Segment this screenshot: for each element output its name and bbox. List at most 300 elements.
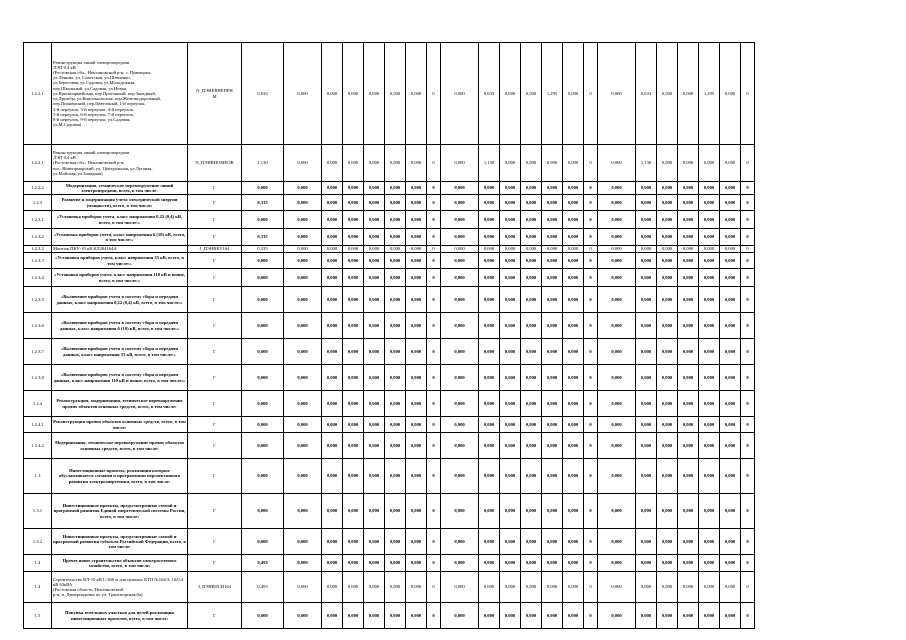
value-cell: 0,000 (343, 529, 364, 555)
value-cell: 0,000 (364, 339, 385, 365)
value-cell: 0,000 (242, 253, 284, 269)
value-cell: 0,000 (699, 211, 720, 229)
value-cell: 0,000 (364, 182, 385, 195)
value-cell: 0,000 (242, 433, 284, 459)
value-cell: 0,000 (636, 195, 657, 211)
table-row (24, 269, 755, 287)
value-cell: 0,000 (385, 253, 406, 269)
value-cell: 0,000 (441, 253, 479, 269)
value-cell: 0,000 (441, 229, 479, 246)
value-cell: 0,000 (657, 459, 678, 494)
value-cell: 0,000 (699, 529, 720, 555)
value-cell: 0,000 (479, 365, 500, 391)
value-cell: 0,000 (636, 246, 657, 253)
value-cell: 0,000 (479, 246, 500, 253)
value-cell: 0,000 (479, 555, 500, 572)
value-cell: 0,000 (500, 195, 521, 211)
project-id-cell: Г (188, 229, 242, 246)
value-cell: 0,000 (720, 253, 741, 269)
value-cell: 0,000 (242, 417, 284, 433)
value-cell: 0,000 (657, 391, 678, 417)
value-cell: 0,000 (521, 494, 542, 529)
value-cell: 0,000 (385, 417, 406, 433)
table-row (24, 603, 755, 629)
row-number-cell: 1.2.3.8 (24, 365, 52, 391)
value-cell: 0,000 (343, 494, 364, 529)
value-cell: 0,000 (598, 391, 636, 417)
value-cell: 0,000 (636, 572, 657, 603)
value-cell: 0,000 (284, 459, 322, 494)
value-cell: 0 (584, 417, 598, 433)
value-cell: 0 (741, 339, 755, 365)
value-cell: 0,000 (406, 391, 427, 417)
value-cell: 0 (427, 253, 441, 269)
value-cell: 0 (427, 313, 441, 339)
value-cell: 0,000 (720, 43, 741, 145)
value-cell: 0,000 (563, 313, 584, 339)
value-cell: 0,000 (678, 43, 699, 145)
project-name-cell: Реконструкция линий электропередачи ЛЭП 0,4 кВ (Ростовская обл., Неклиновский р-н, с. Приморка, ул.Ленина, ул. Советская, ул.Шевченко, ул.Береговая, ул.Садовая, ул.Молодежная, пер.Школьный, ул.Садовая, ул.Новая, ул.Красноармейская, пер.Прогонный, пер.Западный, ул.Дружбы, ул.Комсомольская, пер.Железнодорожный, пер.Пионерский, пер.Цветочный, 1-й переулок, 2-й переулок, 3-й переулок, 4-й переулок, 5-й переулок, 6-й переулок, 7-й переулок, 8-й переулок, 9-й переулок, ул.Садовая, ул.М.Садовая) (52, 43, 188, 145)
value-cell: 0,000 (563, 253, 584, 269)
row-number-cell: 1.2.2.2 (24, 182, 52, 195)
value-cell: 0,000 (284, 603, 322, 629)
table-body (24, 43, 755, 629)
value-cell: 0,000 (678, 246, 699, 253)
value-cell: 0,000 (322, 494, 343, 529)
value-cell: 0 (741, 43, 755, 145)
value-cell: 0,000 (284, 211, 322, 229)
project-id-cell: J_ПЭНВКУ164 (188, 246, 242, 253)
value-cell: 0,000 (500, 253, 521, 269)
value-cell: 0,000 (598, 253, 636, 269)
value-cell: 0,000 (678, 529, 699, 555)
value-cell: 0,000 (406, 603, 427, 629)
value-cell: 0,000 (521, 246, 542, 253)
value-cell: 0,000 (598, 195, 636, 211)
value-cell: 0,000 (364, 211, 385, 229)
project-id-cell: Г (188, 391, 242, 417)
value-cell: 0,000 (521, 313, 542, 339)
value-cell: 0,000 (699, 572, 720, 603)
value-cell: 0,000 (343, 339, 364, 365)
value-cell: 0,000 (563, 195, 584, 211)
value-cell: 0,000 (322, 555, 343, 572)
table-row (24, 391, 755, 417)
value-cell: 0,000 (636, 433, 657, 459)
value-cell: 0,000 (284, 339, 322, 365)
value-cell: 0,633 (242, 43, 284, 145)
value-cell: 0,000 (385, 365, 406, 391)
value-cell: 0,000 (406, 313, 427, 339)
table-row (24, 246, 755, 253)
value-cell: 0,000 (678, 313, 699, 339)
value-cell: 0,000 (343, 145, 364, 182)
project-name-cell: Инвестиционные проекты, реализация которых обуславливается схемами и программами перспективного развития электроэнергетики, всего, в том числе: (52, 459, 188, 494)
value-cell: 0,000 (657, 529, 678, 555)
value-cell: 0,000 (242, 313, 284, 339)
value-cell: 0,000 (657, 246, 678, 253)
value-cell: 0 (584, 339, 598, 365)
row-number-cell: 1.5 (24, 603, 52, 629)
project-name-cell: «Включение приборов учета в систему сбора и передачи данных, класс напряжения 6 (10) кВ, всего, в том числе:» (52, 313, 188, 339)
value-cell: 0,000 (242, 182, 284, 195)
value-cell: 0,000 (385, 391, 406, 417)
value-cell: 0,000 (563, 145, 584, 182)
value-cell: 0,000 (598, 145, 636, 182)
value-cell: 0,000 (364, 246, 385, 253)
value-cell: 0,000 (720, 603, 741, 629)
value-cell: 0,000 (636, 603, 657, 629)
value-cell: 0,000 (699, 287, 720, 313)
project-name-cell: «Установка приборов учета, класс напряжения 110 кВ и выше, всего, в том числе:» (52, 269, 188, 287)
value-cell: 0,000 (598, 555, 636, 572)
value-cell: 0 (427, 269, 441, 287)
value-cell: 0,000 (521, 603, 542, 629)
value-cell: 0,000 (563, 555, 584, 572)
value-cell: 0,000 (542, 433, 563, 459)
value-cell: 0,000 (563, 365, 584, 391)
value-cell: 0,000 (364, 229, 385, 246)
value-cell: 0,000 (242, 603, 284, 629)
value-cell: 0,000 (479, 603, 500, 629)
value-cell: 0,000 (406, 229, 427, 246)
value-cell: 0,000 (385, 246, 406, 253)
value-cell: 0 (584, 555, 598, 572)
value-cell: 0,000 (500, 43, 521, 145)
row-number-cell: 1.2.2.1 (24, 145, 52, 182)
row-number-cell: 1.2.4.1 (24, 417, 52, 433)
value-cell: 0,000 (322, 182, 343, 195)
value-cell: 0,000 (720, 229, 741, 246)
value-cell: 0,000 (720, 391, 741, 417)
value-cell: 0,000 (322, 269, 343, 287)
value-cell: 0,000 (284, 229, 322, 246)
value-cell: 0,000 (242, 269, 284, 287)
value-cell: 0,000 (364, 433, 385, 459)
project-name-cell: «Установка приборов учета, класс напряжения 35 кВ, всего, в том числе:» (52, 253, 188, 269)
value-cell: 0 (741, 417, 755, 433)
value-cell: 0,000 (479, 339, 500, 365)
project-id-cell: N_ПЭНВНОМЕОВ (188, 145, 242, 182)
value-cell: 0,000 (343, 182, 364, 195)
row-number-cell: 1.2.3.4 (24, 269, 52, 287)
value-cell: 0,000 (322, 365, 343, 391)
value-cell: 0 (427, 529, 441, 555)
value-cell: 0,000 (598, 229, 636, 246)
value-cell: 0,000 (678, 287, 699, 313)
value-cell: 0,000 (699, 391, 720, 417)
value-cell: 0 (741, 459, 755, 494)
value-cell: 0,000 (699, 195, 720, 211)
project-name-cell: «Включение приборов учета в систему сбора и передачи данных, класс напряжения 110 кВ и выше, всего, в том числе:» (52, 365, 188, 391)
value-cell: 0,000 (479, 417, 500, 433)
row-number-cell: 1.2.3.2 (24, 246, 52, 253)
value-cell: 0,000 (542, 365, 563, 391)
value-cell: 0 (741, 555, 755, 572)
value-cell: 0,000 (441, 287, 479, 313)
value-cell: 0,000 (699, 433, 720, 459)
value-cell: 0,000 (284, 313, 322, 339)
value-cell: 0 (584, 211, 598, 229)
value-cell: 0,000 (678, 433, 699, 459)
row-number-cell: 1.2.4.2 (24, 433, 52, 459)
project-name-cell: «Установка приборов учета, класс напряжения 6 (10) кВ, всего, в том числе:» (52, 229, 188, 246)
value-cell: 0,000 (441, 417, 479, 433)
value-cell: 0,000 (521, 253, 542, 269)
value-cell: 0,000 (385, 339, 406, 365)
value-cell: 0,000 (406, 182, 427, 195)
value-cell: 0,000 (542, 603, 563, 629)
value-cell: 0,000 (500, 313, 521, 339)
table-row (24, 459, 755, 494)
value-cell: 0,000 (598, 269, 636, 287)
value-cell: 0 (584, 269, 598, 287)
value-cell: 0,000 (479, 253, 500, 269)
project-id-cell: Г (188, 365, 242, 391)
value-cell: 0,000 (284, 529, 322, 555)
value-cell: 0 (741, 313, 755, 339)
value-cell: 0,000 (720, 433, 741, 459)
value-cell: 0,000 (500, 211, 521, 229)
value-cell: 0,000 (678, 365, 699, 391)
project-name-cell: Инвестиционные проекты, предусмотренные схемой и программой развития Единой энергетической системы России, всего, в том числе: (52, 494, 188, 529)
project-id-cell: Г (188, 529, 242, 555)
value-cell: 0 (427, 494, 441, 529)
value-cell: 0,000 (322, 211, 343, 229)
value-cell: 0,000 (678, 391, 699, 417)
value-cell: 0,000 (636, 529, 657, 555)
value-cell: 0,000 (322, 603, 343, 629)
value-cell: 0,000 (657, 43, 678, 145)
value-cell: 0,000 (598, 365, 636, 391)
value-cell: 0,000 (636, 459, 657, 494)
value-cell: 0,000 (699, 365, 720, 391)
value-cell: 0,000 (364, 417, 385, 433)
value-cell: 1,130 (242, 145, 284, 182)
value-cell: 0,000 (322, 287, 343, 313)
value-cell: 0,000 (500, 229, 521, 246)
value-cell: 0,000 (636, 269, 657, 287)
value-cell: 0,000 (563, 287, 584, 313)
value-cell: 0,000 (563, 572, 584, 603)
project-id-cell: Г (188, 195, 242, 211)
value-cell: 0,000 (284, 246, 322, 253)
value-cell: 0,000 (720, 339, 741, 365)
value-cell: 0,000 (500, 246, 521, 253)
value-cell: 0,000 (364, 195, 385, 211)
value-cell: 0 (584, 365, 598, 391)
value-cell: 0,000 (521, 229, 542, 246)
table-row (24, 339, 755, 365)
value-cell: 0,000 (521, 572, 542, 603)
value-cell: 0,000 (406, 417, 427, 433)
value-cell: 0,000 (441, 529, 479, 555)
value-cell: 0,000 (385, 182, 406, 195)
value-cell: 0,000 (441, 145, 479, 182)
value-cell: 0,000 (542, 339, 563, 365)
row-number-cell: 1.4 (24, 555, 52, 572)
value-cell: 0,000 (441, 391, 479, 417)
table-row (24, 145, 755, 182)
value-cell: 0,000 (542, 287, 563, 313)
value-cell: 0,000 (598, 459, 636, 494)
value-cell: 0,000 (364, 43, 385, 145)
value-cell: 0,000 (563, 459, 584, 494)
row-number-cell: 1.2.3 (24, 195, 52, 211)
value-cell: 0,000 (500, 339, 521, 365)
value-cell: 0,000 (343, 43, 364, 145)
value-cell: 0,000 (542, 529, 563, 555)
value-cell: 0,000 (521, 433, 542, 459)
value-cell: 0,000 (542, 253, 563, 269)
value-cell: 0,000 (322, 417, 343, 433)
project-name-cell: Развитие и модернизация учета электрической энергии (мощности), всего, в том числе: (52, 195, 188, 211)
value-cell: 0,000 (521, 417, 542, 433)
value-cell: 0,000 (406, 459, 427, 494)
table-row (24, 417, 755, 433)
value-cell: 0 (584, 529, 598, 555)
value-cell: 0,000 (720, 313, 741, 339)
value-cell: 0,000 (406, 339, 427, 365)
value-cell: 0,000 (598, 572, 636, 603)
project-name-cell: «Включение приборов учета в систему сбора и передачи данных, класс напряжения 35 кВ, всего, в том числе:» (52, 339, 188, 365)
value-cell: 0,000 (284, 195, 322, 211)
value-cell: 0,000 (521, 182, 542, 195)
value-cell: 0,000 (364, 391, 385, 417)
row-number-cell: 1.4 (24, 572, 52, 603)
project-id-cell: Г (188, 211, 242, 229)
value-cell: 0,000 (322, 246, 343, 253)
value-cell: 0,000 (699, 555, 720, 572)
value-cell: 0,000 (322, 339, 343, 365)
value-cell: 0,000 (364, 555, 385, 572)
value-cell: 0 (427, 211, 441, 229)
value-cell: 0,000 (598, 246, 636, 253)
value-cell: 0,000 (322, 229, 343, 246)
table-row (24, 433, 755, 459)
value-cell: 0,000 (364, 253, 385, 269)
value-cell: 0,000 (598, 494, 636, 529)
value-cell: 0,000 (542, 459, 563, 494)
value-cell: 0,000 (521, 459, 542, 494)
value-cell: 0,000 (479, 391, 500, 417)
value-cell: 0,000 (521, 43, 542, 145)
value-cell: 0,000 (364, 365, 385, 391)
value-cell: 0,000 (542, 313, 563, 339)
value-cell: 0,000 (542, 229, 563, 246)
value-cell: 0 (427, 145, 441, 182)
value-cell: 0,000 (500, 417, 521, 433)
value-cell: 0,000 (563, 182, 584, 195)
value-cell: 0,000 (657, 603, 678, 629)
project-name-cell: «Включение приборов учета в систему сбора и передачи данных, класс напряжения 0,22 (0,4) кВ, всего, в том числе:» (52, 287, 188, 313)
value-cell: 0,000 (720, 182, 741, 195)
value-cell: 0,000 (364, 572, 385, 603)
value-cell: 1,130 (636, 145, 657, 182)
value-cell: 0,000 (385, 195, 406, 211)
value-cell: 0,000 (720, 529, 741, 555)
value-cell: 0,000 (657, 253, 678, 269)
value-cell: 0 (427, 195, 441, 211)
value-cell: 0,000 (385, 555, 406, 572)
project-id-cell: N_ПЭНЕВНЕПРН М (188, 43, 242, 145)
value-cell: 0 (741, 211, 755, 229)
value-cell: 0,000 (343, 287, 364, 313)
value-cell: 0,000 (636, 229, 657, 246)
value-cell: 0,000 (657, 313, 678, 339)
value-cell: 0,000 (542, 211, 563, 229)
value-cell: 0,000 (542, 391, 563, 417)
project-name-cell: Реконструкция, модернизация, техническое перевооружение прочих объектов основных средств, всего, в том числе: (52, 391, 188, 417)
value-cell: 0,000 (636, 211, 657, 229)
value-cell: 0,000 (521, 287, 542, 313)
value-cell: 0,000 (406, 494, 427, 529)
value-cell: 0,000 (441, 494, 479, 529)
value-cell: 0,000 (636, 417, 657, 433)
value-cell: 0,000 (406, 529, 427, 555)
value-cell: 0,000 (720, 365, 741, 391)
value-cell: 0,000 (322, 433, 343, 459)
value-cell: 0,000 (657, 229, 678, 246)
value-cell: 0,000 (720, 195, 741, 211)
value-cell: 0,000 (385, 269, 406, 287)
value-cell: 0,000 (720, 555, 741, 572)
value-cell: 0,000 (406, 287, 427, 313)
value-cell: 0,000 (500, 459, 521, 494)
value-cell: 0,000 (364, 287, 385, 313)
value-cell: 0,000 (699, 269, 720, 287)
value-cell: 0,000 (542, 246, 563, 253)
value-cell: 0 (741, 229, 755, 246)
value-cell: 0 (427, 229, 441, 246)
value-cell: 0,000 (242, 365, 284, 391)
value-cell: 0,000 (479, 195, 500, 211)
value-cell: 0 (741, 195, 755, 211)
value-cell: 0 (584, 391, 598, 417)
value-cell: 0,633 (479, 43, 500, 145)
table-row (24, 287, 755, 313)
row-number-cell: 1.3.2 (24, 529, 52, 555)
value-cell: 0,000 (521, 195, 542, 211)
value-cell: 0,000 (699, 494, 720, 529)
value-cell: 0,000 (598, 287, 636, 313)
value-cell: 0,000 (636, 391, 657, 417)
value-cell: 0,633 (636, 43, 657, 145)
value-cell: 0,000 (521, 269, 542, 287)
value-cell: 0,000 (385, 494, 406, 529)
value-cell: 0 (584, 182, 598, 195)
table-row (24, 365, 755, 391)
value-cell: 0,000 (678, 182, 699, 195)
value-cell: 0,000 (720, 246, 741, 253)
document-page (23, 42, 755, 629)
value-cell: 0,000 (636, 555, 657, 572)
value-cell: 0 (427, 572, 441, 603)
value-cell: 0 (741, 365, 755, 391)
value-cell: 0,000 (385, 459, 406, 494)
value-cell: 0,000 (441, 43, 479, 145)
value-cell: 1,295 (542, 43, 563, 145)
project-name-cell: Инвестиционные проекты, предусмотренные схемой и программой развития субъекта Российской Федерации, всего, в том числе: (52, 529, 188, 555)
value-cell: 0,000 (441, 211, 479, 229)
value-cell: 0,000 (521, 555, 542, 572)
value-cell: 0,000 (406, 43, 427, 145)
value-cell: 0,000 (699, 246, 720, 253)
project-name-cell: Реконструкция линий электропередачи ЛЭП 0,4 кВ (Ростовская обл., Неклиновский р-н, пос. Новопрморский, ул. Центральная, ул.Луговая, ул.Майская, ул.Западная) (52, 145, 188, 182)
value-cell: 0,000 (406, 253, 427, 269)
value-cell: 0,000 (598, 529, 636, 555)
value-cell: 0,000 (406, 246, 427, 253)
